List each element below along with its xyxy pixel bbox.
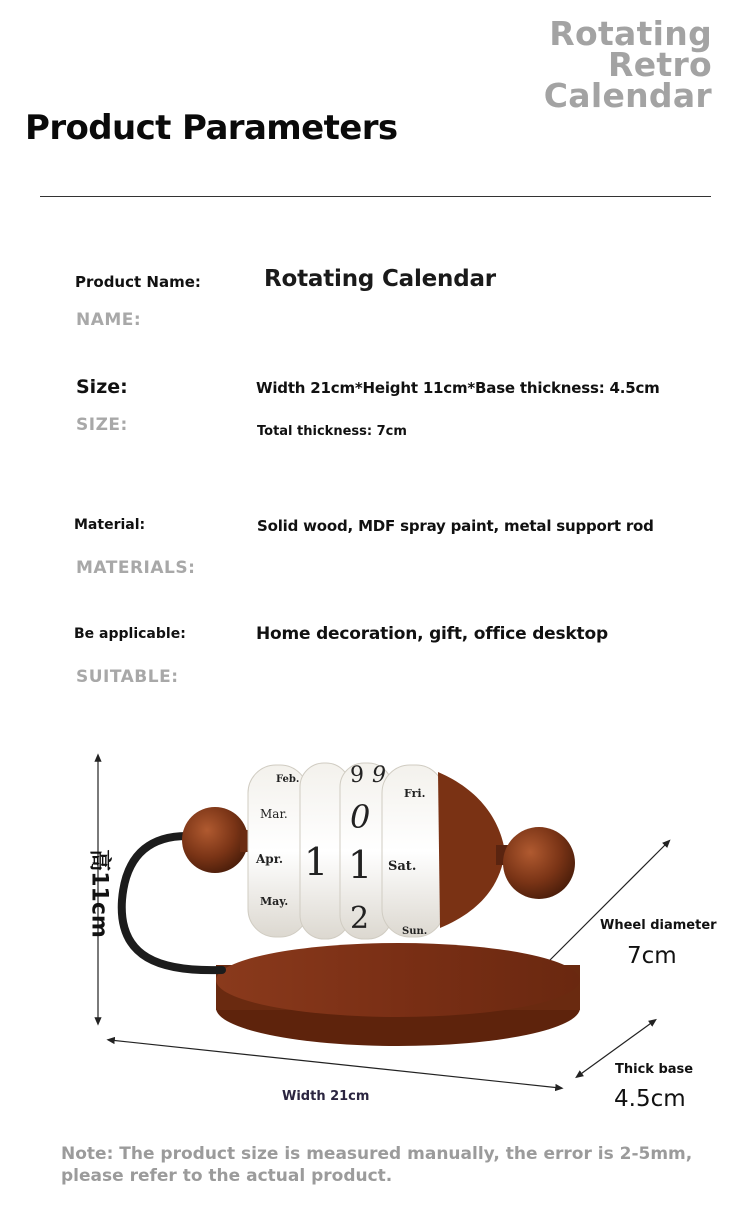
width-label: Width 21cm [282,1089,370,1104]
base-thickness-label: Thick base [615,1062,694,1077]
param-value-thickness: Total thickness: 7cm [257,424,407,439]
ring2-digit-0: 0 [350,798,371,836]
param-sub-applicable: SUITABLE: [76,667,179,687]
param-label-size: Size: [76,376,128,398]
param-label-applicable: Be applicable: [74,626,186,642]
width-arrow [110,1040,560,1088]
month-apr: Apr. [256,852,284,866]
wheel-diameter-label: Wheel diameter [600,918,717,933]
wood-base-top [216,943,580,1017]
param-value-name: Rotating Calendar [264,266,496,292]
right-wood-knob [503,827,575,899]
param-value-material: Solid wood, MDF spray paint, metal support rod [257,517,654,535]
ring2-digit-top: 9 [350,763,364,788]
month-may: May. [260,895,289,908]
day-fri: Fri. [404,787,426,800]
param-sub-size: SIZE: [76,415,128,435]
divider [40,196,711,197]
wheel-diameter-value: 7cm [627,943,677,969]
param-sub-name: NAME: [76,310,142,330]
brand-title [543,14,712,115]
ring3-digit-top: 9 [372,763,386,788]
param-value-applicable: Home decoration, gift, office desktop [256,624,608,644]
brand-line-1: Rotating [549,14,712,53]
brand-line-3: Calendar [543,76,712,115]
right-wood-cone [438,772,505,928]
base-thickness-value: 4.5cm [614,1086,686,1112]
left-wood-knob [182,807,248,873]
page-title: Product Parameters [25,108,398,148]
ring2-digit-2: 2 [350,901,370,936]
param-label-material: Material: [74,517,146,533]
note-text: Note: The product size is measured manually, the error is 2-5mm, please refer to the actual product. [61,1144,693,1186]
ring2-digit-1: 1 [348,843,373,887]
param-value-size: Width 21cm*Height 11cm*Base thickness: 4.5cm [256,379,660,397]
month-mar: Mar. [260,807,288,821]
height-label: 高11cm [86,849,112,938]
ring1-digit: 1 [304,840,329,884]
param-sub-material: MATERIALS: [76,558,196,578]
month-feb: Feb. [276,774,300,785]
brand-line-2: Retro [607,45,712,84]
param-label-name: Product Name: [75,273,201,291]
day-sat: Sat. [388,859,417,874]
day-sun: Sun. [402,926,428,937]
